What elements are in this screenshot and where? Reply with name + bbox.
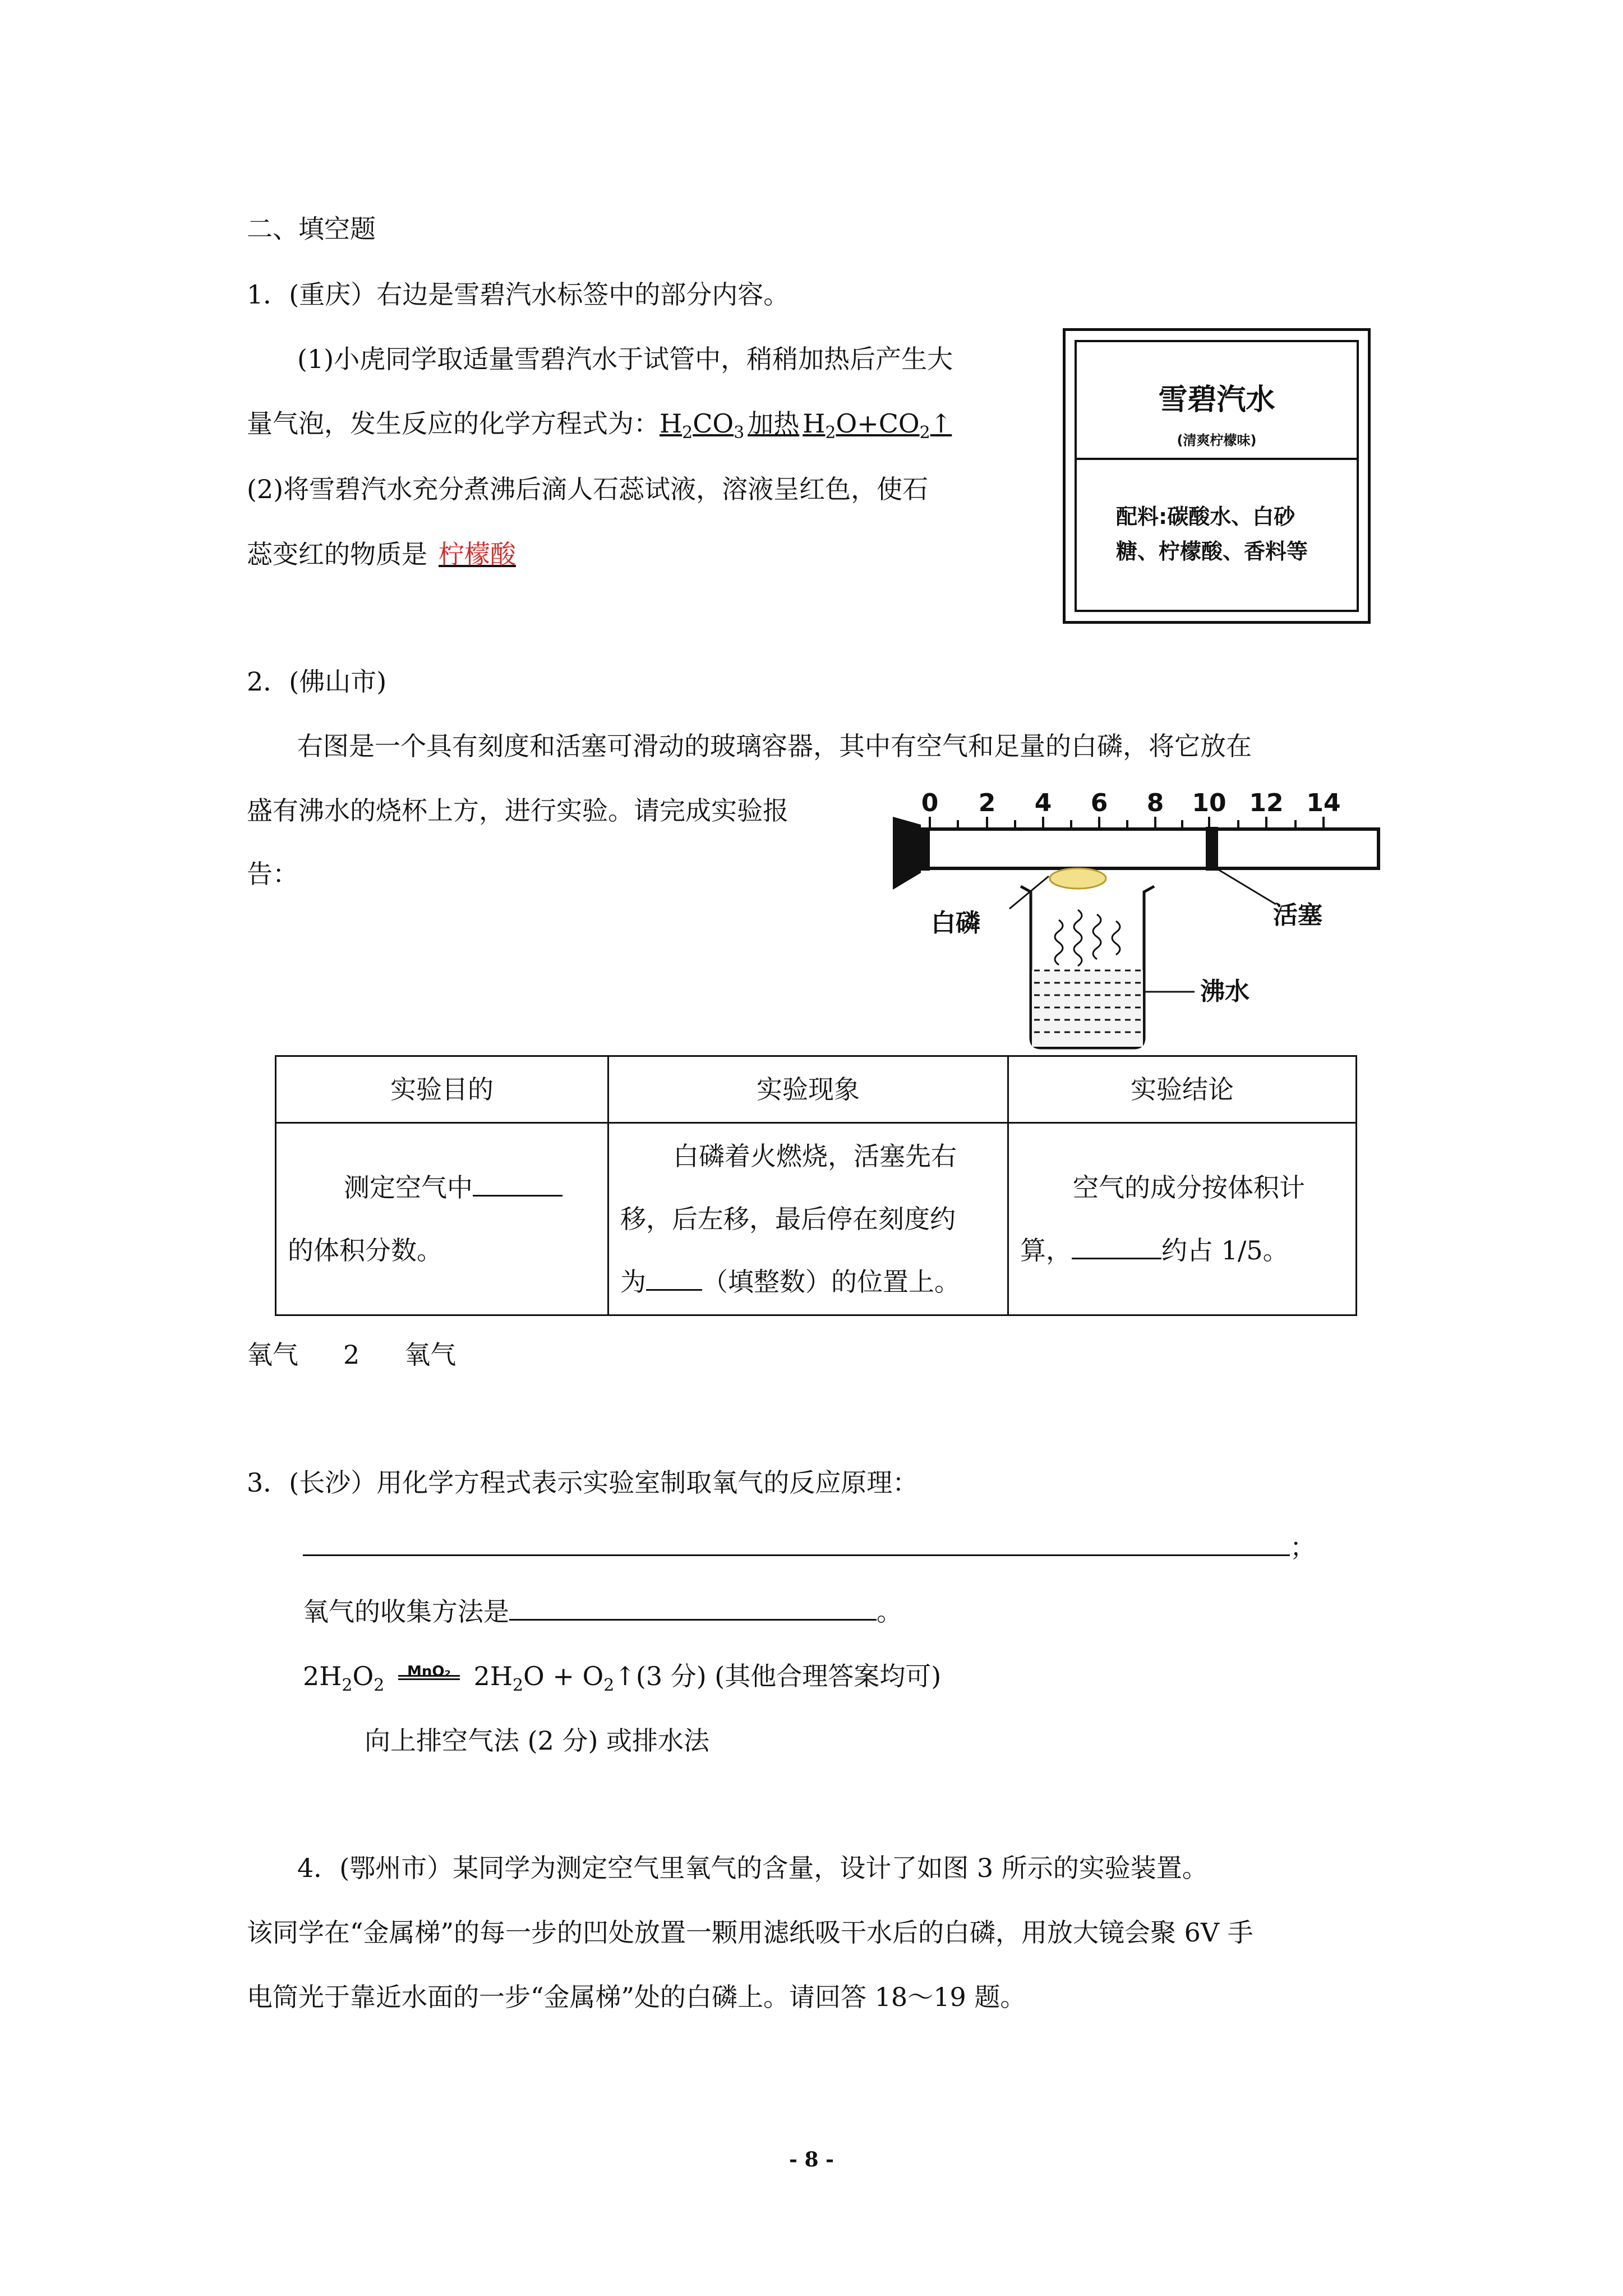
- apparatus-diagram: [880, 780, 1385, 1055]
- q3-collect-line: 氧气的收集方法是 。: [303, 1596, 902, 1627]
- blank-purpose[interactable]: [473, 1195, 562, 1197]
- header-purpose: 实验目的: [276, 1056, 608, 1123]
- scale-label: 4: [1034, 789, 1052, 817]
- scale-label: 12: [1249, 789, 1284, 817]
- q1-part1-line2: [247, 407, 1041, 443]
- experiment-report-table: [275, 1055, 1357, 1316]
- q1-part2-prefix: 蕊变红的物质是: [247, 539, 427, 569]
- piston: [1206, 827, 1218, 871]
- scale-label: 0: [921, 789, 939, 817]
- label-boiling-water: 沸水: [1200, 977, 1249, 1006]
- label-piston: 活塞: [1273, 901, 1322, 930]
- q1-part2-line2: [247, 537, 763, 571]
- blank-equation[interactable]: [303, 1554, 1290, 1556]
- blank-scale[interactable]: [646, 1289, 702, 1291]
- q2-desc-line3: 告：: [247, 859, 298, 889]
- catalyst-arrow: MnO₂: [393, 1667, 465, 1690]
- q2-desc-line2: 盛有沸水的烧杯上方，进行实验。请完成实验报: [247, 795, 789, 826]
- q1-part1-line1: (1)小虎同学取适量雪碧汽水于试管中，稍稍加热后产生大: [297, 344, 953, 374]
- q2-desc-line1: 右图是一个具有刻度和活塞可滑动的玻璃容器，其中有空气和足量的白磷，将它放在: [297, 731, 1252, 761]
- blank-collection[interactable]: [509, 1619, 877, 1621]
- section-title: 二、填空题: [247, 214, 376, 244]
- sprite-label: [1063, 328, 1371, 624]
- scale-label: 2: [978, 789, 996, 817]
- cell-conclusion: 空气的成分按体积计 算， 约占 1/5。: [1008, 1123, 1357, 1315]
- header-phenomenon: 实验现象: [608, 1056, 1008, 1123]
- q3-answer-line2: 向上排空气法 (2 分) 或排水法: [365, 1726, 710, 1756]
- q3-answer-line1: $2H_2O_2$ MnO₂ $2H_2O$ + $O_2↑(3$ 分) (其他合理答案均可): [303, 1661, 942, 1695]
- q4-line3: 电筒光于靠近水面的一步“金属梯”处的白磷上。请回答 18～19 题。: [247, 1982, 1026, 2012]
- sprite-label-subtitle: (清爽柠檬味): [1177, 432, 1257, 448]
- table-row: [276, 1123, 1357, 1315]
- cell-purpose: 测定空气中 的体积分数。: [276, 1123, 608, 1315]
- q1-stem: 1．(重庆）右边是雪碧汽水标签中的部分内容。: [247, 279, 790, 310]
- label-white-phosphorus: 白磷: [931, 909, 980, 937]
- sprite-label-ingredients: 配料:碳酸水、白砂 糖、柠檬酸、香料等: [1116, 504, 1308, 564]
- q3-equation-blank-line: ；: [303, 1530, 1316, 1564]
- table-header-row: [276, 1056, 1357, 1123]
- q4-line2: 该同学在“金属梯”的每一步的凹处放置一颗用滤纸吸干水后的白磷，用放大镜会聚 6V 手: [247, 1917, 1253, 1948]
- sprite-label-inner: [1075, 340, 1359, 612]
- q4-line1: 4．(鄂州市）某同学为测定空气里氧气的含量，设计了如图 3 所示的实验装置。: [297, 1853, 1208, 1883]
- q1-answer: 柠檬酸: [439, 539, 516, 569]
- q3-stem: 3．(长沙）用化学方程式表示实验室制取氧气的反应原理：: [247, 1467, 919, 1498]
- q2-answers: 氧气 2 氧气: [247, 1340, 457, 1370]
- white-phosphorus-icon: [1050, 868, 1106, 889]
- scale-label: 10: [1192, 789, 1227, 817]
- header-conclusion: 实验结论: [1008, 1056, 1357, 1123]
- sprite-label-title: 雪碧汽水: [1158, 383, 1275, 417]
- cell-phenomenon: 白磷着火燃烧，活塞先右 移，后左移，最后停在刻度约 为 （填整数）的位置上。: [608, 1123, 1008, 1315]
- glass-tube: [919, 829, 1378, 868]
- q1-part1-prefix: 量气泡，发生反应的化学方程式为：: [247, 408, 660, 439]
- sprite-label-divider: [1077, 458, 1357, 460]
- q1-equation: $H_2CO_3$ 加热 $H_2O+CO_2↑$: [660, 408, 952, 443]
- q1-part2-line1: (2)将雪碧汽水充分煮沸后滴人石蕊试液，溶液呈红色，使石: [247, 474, 929, 504]
- q2-stem: 2．(佛山市): [247, 666, 387, 697]
- scale-label: 14: [1306, 789, 1341, 817]
- page-number: - 8 -: [789, 2148, 834, 2171]
- scale-label: 6: [1090, 789, 1108, 817]
- scale-label: 8: [1146, 789, 1164, 817]
- blank-conclusion[interactable]: [1072, 1258, 1161, 1259]
